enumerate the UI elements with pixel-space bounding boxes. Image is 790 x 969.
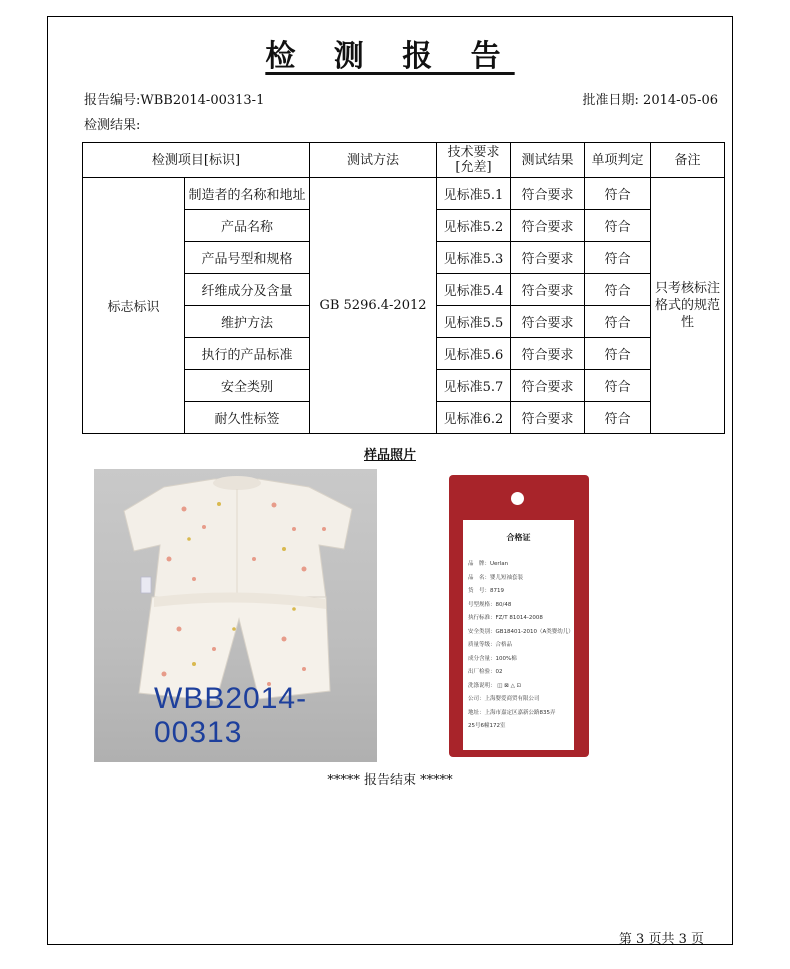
result-cell: 符合要求 xyxy=(511,370,585,402)
item-cell: 纤维成分及含量 xyxy=(185,274,310,306)
requirement-cell: 见标准6.2 xyxy=(437,402,511,434)
note-cell: 只考核标注格式的规范性 xyxy=(651,178,725,434)
hang-tag-photo xyxy=(437,469,597,762)
table-row xyxy=(83,178,725,210)
result-cell: 符合要求 xyxy=(511,274,585,306)
header-requirement xyxy=(437,143,511,178)
tag-line-care xyxy=(468,680,574,694)
header-requirement-line2: [允差] xyxy=(455,160,492,175)
judgement-cell: 符合 xyxy=(585,370,651,402)
category-cell: 标志标识 xyxy=(83,178,185,434)
results-label: 检测结果: xyxy=(84,118,141,133)
tag-line-company: 公司：上海婴爱商贸有限公司 xyxy=(468,696,540,702)
report-title: 检 测 报 告 xyxy=(265,39,515,74)
header-result: 测试结果 xyxy=(511,143,585,178)
result-cell: 符合要求 xyxy=(511,210,585,242)
requirement-cell: 见标准5.2 xyxy=(437,210,511,242)
judgement-cell: 符合 xyxy=(585,338,651,370)
header-item: 检测项目[标识] xyxy=(83,143,310,178)
header-judgement: 单项判定 xyxy=(585,143,651,178)
judgement-cell: 符合 xyxy=(585,210,651,242)
requirement-cell: 见标准5.5 xyxy=(437,306,511,338)
item-cell: 产品名称 xyxy=(185,210,310,242)
judgement-cell: 符合 xyxy=(585,274,651,306)
table-header-row xyxy=(83,143,725,178)
sample-code-label: WBB2014-00313 xyxy=(154,682,308,749)
care-symbols-icon: ◫ ⊠ △ ⊡ xyxy=(497,682,522,689)
item-cell: 产品号型和规格 xyxy=(185,242,310,274)
tag-card xyxy=(463,520,574,750)
tag-line-address: 地址：上海市嘉定区嘉新公路835弄 xyxy=(468,709,556,716)
requirement-cell: 见标准5.4 xyxy=(437,274,511,306)
item-cell: 维护方法 xyxy=(185,306,310,338)
report-number: 报告编号:WBB2014-00313-1 xyxy=(84,93,265,108)
tag-line-brand: 品 牌：Uerlan xyxy=(468,561,509,567)
tag-line-size: 号型规格：80/48 xyxy=(468,601,512,608)
sample-photo-heading: 样品照片 xyxy=(363,448,416,463)
requirement-cell: 见标准5.6 xyxy=(437,338,511,370)
item-cell: 耐久性标签 xyxy=(185,402,310,434)
results-table xyxy=(82,142,725,434)
hang-tag xyxy=(449,475,589,757)
result-cell: 符合要求 xyxy=(511,402,585,434)
tag-line-product: 品 名：婴儿短袖套装 xyxy=(468,574,524,581)
tag-line-address-2: 25号6幢172室 xyxy=(468,723,506,729)
result-cell: 符合要求 xyxy=(511,242,585,274)
tag-line-item-no: 货 号：8719 xyxy=(468,588,504,594)
tag-line-composition: 成分含量：100%棉 xyxy=(468,655,517,662)
requirement-cell: 见标准5.7 xyxy=(437,370,511,402)
judgement-cell: 符合 xyxy=(585,306,651,338)
result-cell: 符合要求 xyxy=(511,178,585,210)
header-method: 测试方法 xyxy=(310,143,437,178)
header-requirement-line1: 技术要求 xyxy=(447,145,500,160)
item-cell: 执行的产品标准 xyxy=(185,338,310,370)
judgement-cell: 符合 xyxy=(585,402,651,434)
sample-garment-photo xyxy=(94,469,377,762)
tag-hole xyxy=(511,492,524,505)
item-cell: 制造者的名称和地址 xyxy=(185,178,310,210)
tag-line-inspection: 出厂检验：02 xyxy=(468,669,503,675)
tag-care-label: 洗涤说明： xyxy=(468,682,496,689)
report-page xyxy=(47,16,733,945)
result-cell: 符合要求 xyxy=(511,338,585,370)
approval-date: 批准日期: 2014-05-06 xyxy=(582,93,718,108)
item-cell: 安全类别 xyxy=(185,370,310,402)
tag-line-safety: 安全类别：GB18401-2010（A类婴幼儿） xyxy=(468,628,574,635)
header-note: 备注 xyxy=(651,143,725,178)
requirement-cell: 见标准5.3 xyxy=(437,242,511,274)
tag-line-standard: 执行标准：FZ/T 81014-2008 xyxy=(468,615,543,621)
judgement-cell: 符合 xyxy=(585,242,651,274)
requirement-cell: 见标准5.1 xyxy=(437,178,511,210)
report-end: ***** 报告结束 ***** xyxy=(327,773,453,788)
method-cell: GB 5296.4-2012 xyxy=(310,178,437,434)
tag-line-grade: 质量等级：合格品 xyxy=(468,642,513,648)
result-cell: 符合要求 xyxy=(511,306,585,338)
judgement-cell: 符合 xyxy=(585,178,651,210)
page-number: 第 3 页共 3 页 xyxy=(618,932,704,947)
tag-lines xyxy=(468,558,574,734)
tag-heading: 合格证 xyxy=(506,533,531,542)
